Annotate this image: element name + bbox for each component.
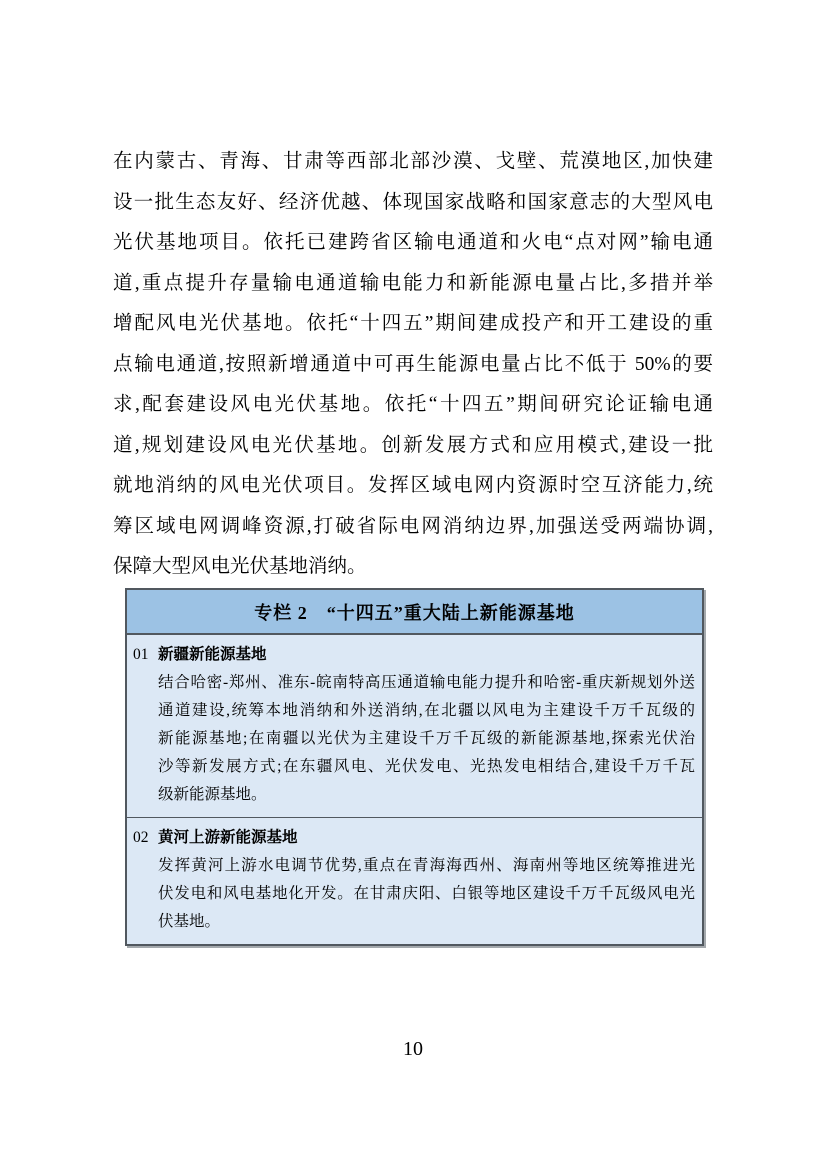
section-line: 伏发电和风电基地化开发。在甘肃庆阳、白银等地区建设千万千瓦级风电光 [158,885,695,902]
callout-section-huanghe [127,817,702,944]
paragraph-line: 增配风电光伏基地。依托“十四五”期间建成投产和开工建设的重 [113,313,713,334]
paragraph-line: 求,配套建设风电光伏基地。依托“十四五”期间研究论证输电通 [113,394,713,415]
section-line: 级新能源基地。 [158,786,267,803]
section-title: 黄河上游新能源基地 [158,829,298,846]
callout-box-header [127,590,702,635]
paragraph-line: 道,规划建设风电光伏基地。创新发展方式和应用模式,建设一批 [113,434,713,456]
paragraph-line: 在内蒙古、青海、甘肃等西部北部沙漠、戈壁、荒漠地区,加快建 [113,151,713,172]
section-heading-row [133,641,695,669]
paragraph-line: 设一批生态友好、经济优越、体现国家战略和国家意志的大型风电 [113,191,713,213]
section-line: 发挥黄河上游水电调节优势,重点在青海海西州、海南州等地区统筹推进光 [158,857,695,874]
section-number: 02 [133,829,149,846]
paragraph-line: 保障大型风电光伏基地消纳。 [113,556,367,577]
paragraph-line: 光伏基地项目。依托已建跨省区输电通道和火电“点对网”输电通 [113,232,713,253]
section-line: 伏基地。 [158,913,221,930]
section-title: 新疆新能源基地 [158,646,267,663]
callout-box-title: 专栏 2 “十四五”重大陆上新能源基地 [254,602,575,623]
page-number: 10 [403,1038,423,1060]
section-number: 01 [133,646,149,663]
paragraph-line: 就地消纳的风电光伏项目。发挥区域电网内资源时空互济能力,统 [113,475,713,496]
paragraph-line: 筹区域电网调峰资源,打破省际电网消纳边界,加强送受两端协调, [113,515,713,537]
section-line: 通道建设,统筹本地消纳和外送消纳,在北疆以风电为主建设千万千瓦级的 [158,702,695,719]
section-line: 沙等新发展方式;在东疆风电、光伏发电、光热发电相结合,建设千万千瓦 [158,758,695,775]
section-line: 结合哈密-郑州、准东-皖南特高压通道输电能力提升和哈密-重庆新规划外送 [158,674,695,691]
callout-box [125,588,704,946]
callout-section-xinjiang [127,635,702,817]
main-paragraph [113,142,713,588]
section-heading-row [133,824,695,852]
section-line: 新能源基地;在南疆以光伏为主建设千万千瓦级的新能源基地,探索光伏治 [158,730,695,747]
paragraph-line: 道,重点提升存量输电通道输电能力和新能源电量占比,多措并举 [113,272,713,294]
paragraph-line: 点输电通道,按照新增通道中可再生能源电量占比不低于 50%的要 [113,353,713,375]
